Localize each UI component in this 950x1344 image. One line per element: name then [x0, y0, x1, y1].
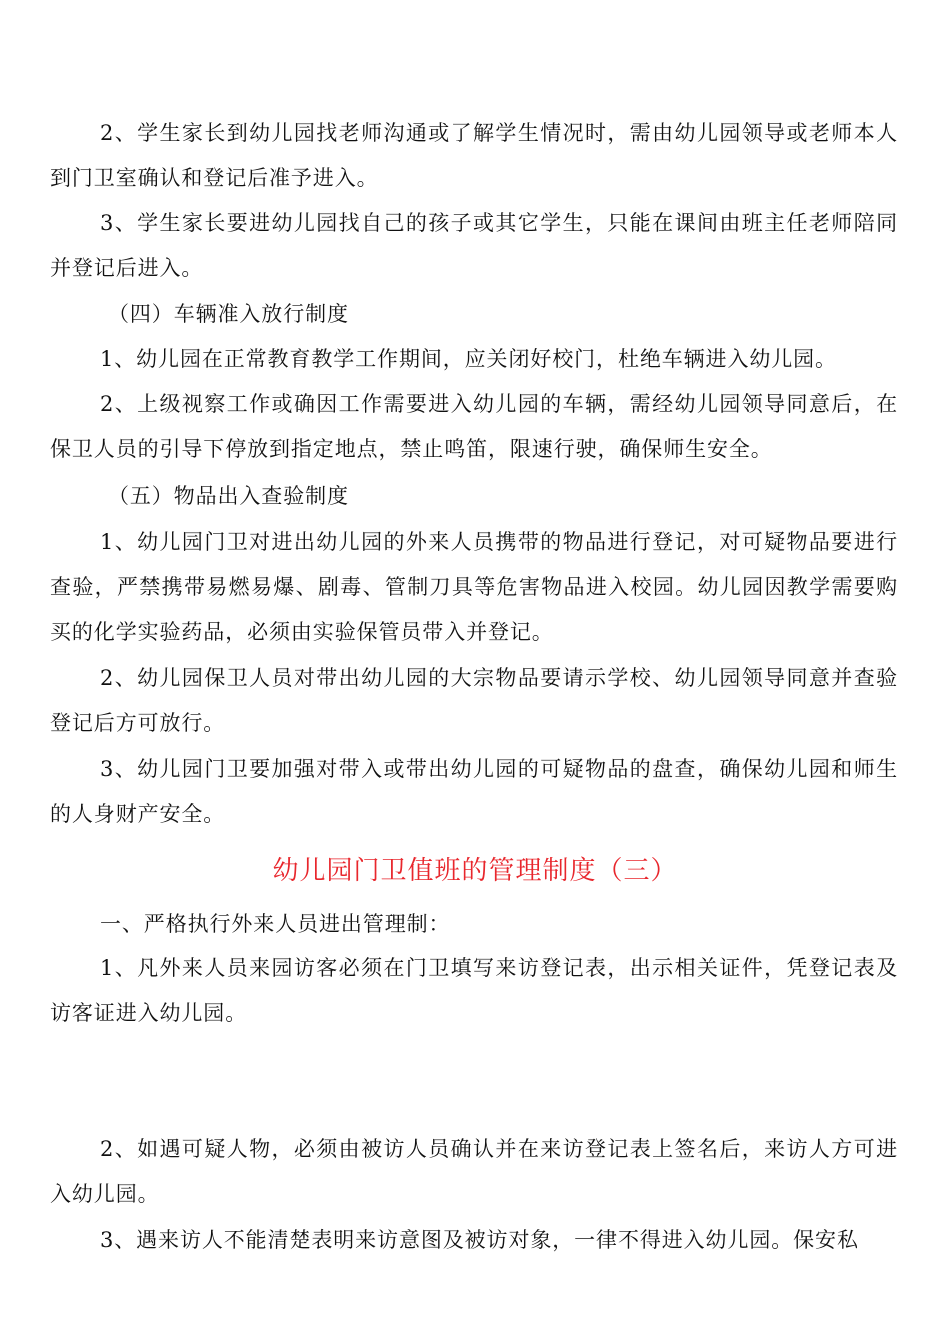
paragraph-goods-register: 1、幼儿园门卫对进出幼儿园的外来人员携带的物品进行登记，对可疑物品要进行查验，严禁携带易燃易爆、剧毒、管制刀具等危害物品进入校园。幼儿园因教学需要购买的化学实验药品，必须由实验保管员带入并登记。 — [50, 530, 898, 644]
paragraph-vehicle-inspection: 2、上级视察工作或确因工作需要进入幼儿园的车辆，需经幼儿园领导同意后，在保卫人员的引导下停放到指定地点，禁止鸣笛，限速行驶，确保师生安全。 — [50, 392, 898, 461]
paragraph-visitor-register: 1、凡外来人员来园访客必须在门卫填写来访登记表，出示相关证件，凭登记表及访客证进入幼儿园。 — [50, 956, 898, 1025]
section-heading-goods: （五）物品出入查验制度 — [108, 484, 349, 508]
paragraph-parent-child-visit: 3、学生家长要进幼儿园找自己的孩子或其它学生，只能在课间由班主任老师陪同并登记后进入。 — [50, 211, 898, 280]
paragraph-goods-release: 2、幼儿园保卫人员对带出幼儿园的大宗物品要请示学校、幼儿园领导同意并查验登记后方可放行。 — [50, 666, 898, 735]
paragraph-parent-visit: 2、学生家长到幼儿园找老师沟通或了解学生情况时，需由幼儿园领导或老师本人到门卫室确认和登记后准予进入。 — [50, 121, 898, 190]
section-heading-vehicle: （四）车辆准入放行制度 — [108, 302, 349, 326]
paragraph-unclear-visitor: 3、遇来访人不能清楚表明来访意图及被访对象，一律不得进入幼儿园。保安私 — [100, 1228, 859, 1252]
paragraph-visitor-rule: 一、严格执行外来人员进出管理制： — [100, 912, 451, 936]
paragraph-goods-check: 3、幼儿园门卫要加强对带入或带出幼儿园的可疑物品的盘查，确保幼儿园和师生的人身财产安全。 — [50, 757, 898, 826]
paragraph-vehicle-gate: 1、幼儿园在正常教育教学工作期间，应关闭好校门，杜绝车辆进入幼儿园。 — [100, 347, 837, 371]
paragraph-suspicious-person: 2、如遇可疑人物，必须由被访人员确认并在来访登记表上签名后，来访人方可进入幼儿园。 — [50, 1137, 898, 1206]
document-title: 幼儿园门卫值班的管理制度（三） — [272, 856, 678, 886]
